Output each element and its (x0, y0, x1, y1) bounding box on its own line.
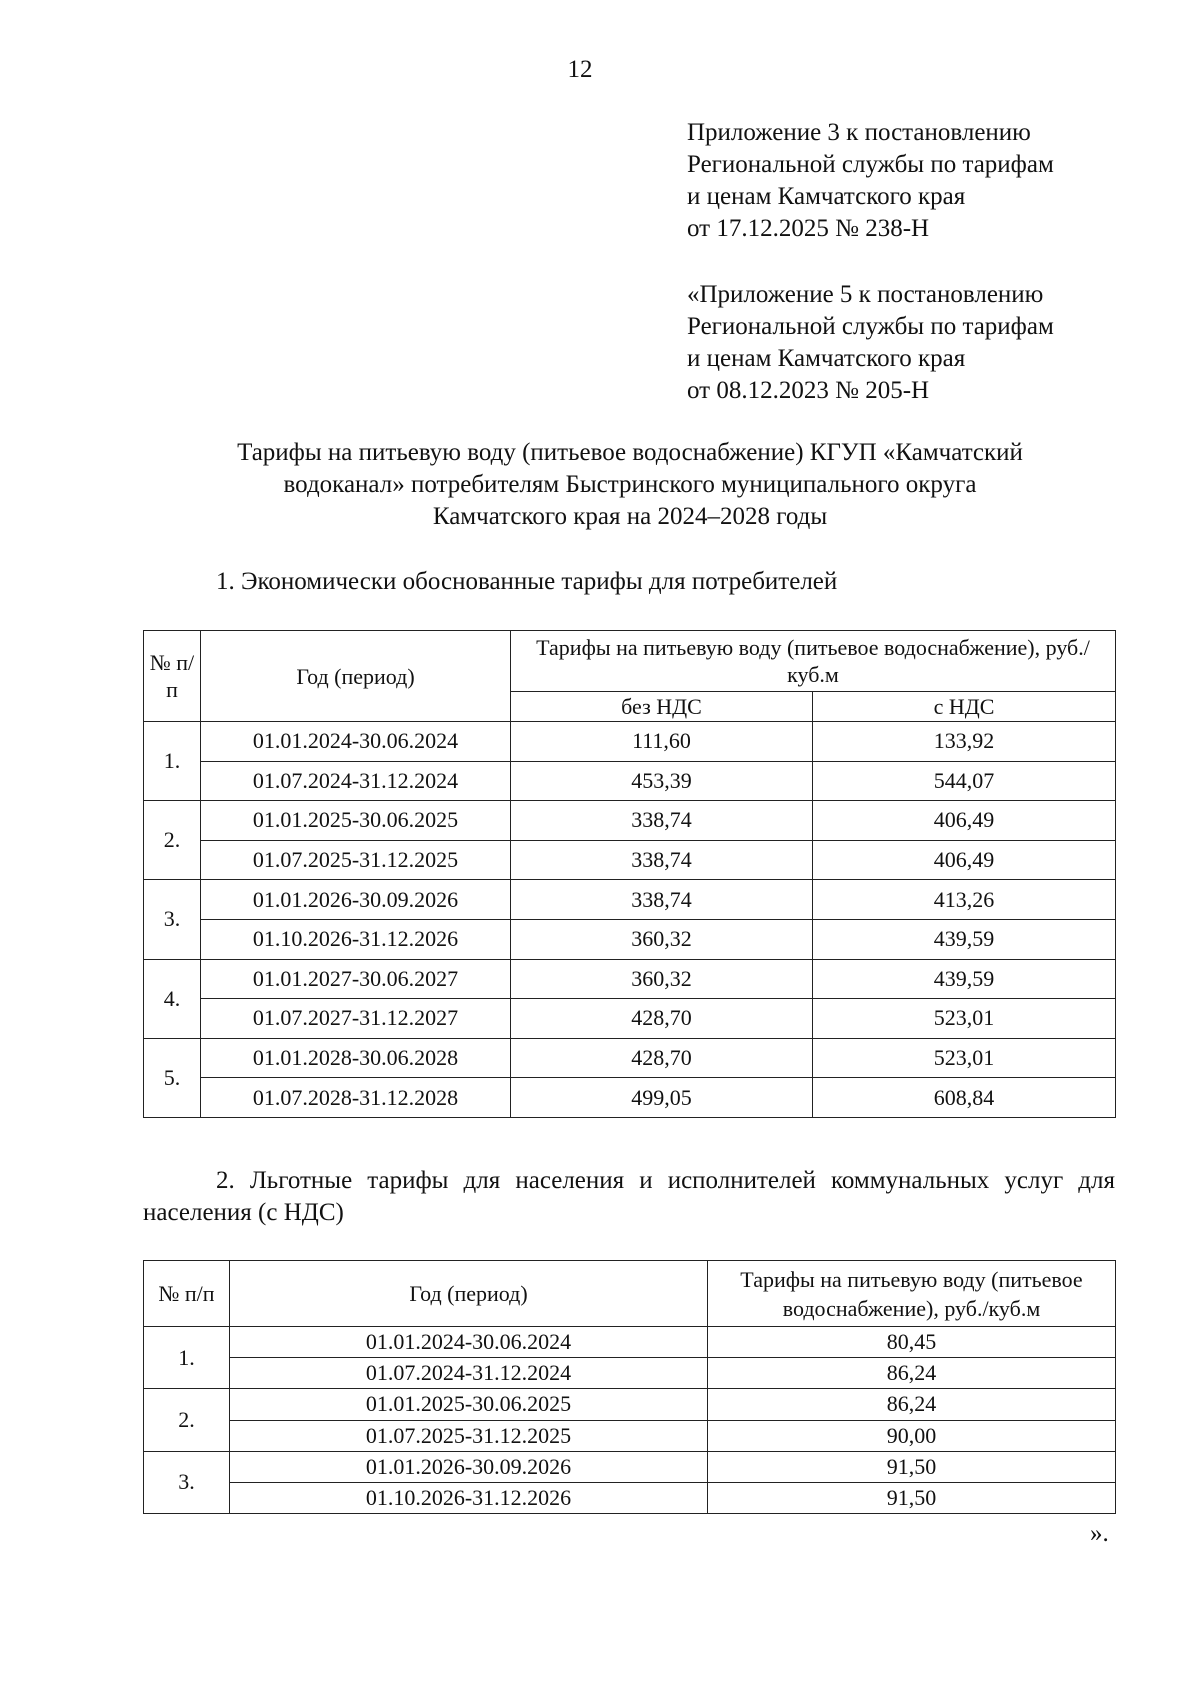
period-cell: 01.01.2024-30.06.2024 (230, 1327, 708, 1358)
row-number: 3. (144, 1451, 230, 1513)
tariff-with-vat-cell: 608,84 (813, 1078, 1116, 1118)
table-row (144, 761, 1116, 801)
period-cell: 01.01.2028-30.06.2028 (201, 1038, 511, 1078)
period-cell: 01.10.2026-31.12.2026 (230, 1482, 708, 1513)
column-header-period: Год (период) (230, 1261, 708, 1327)
tariff-with-vat-cell: 544,07 (813, 761, 1116, 801)
document-title (140, 437, 1120, 533)
table-header-row (144, 1261, 1116, 1327)
tariff-with-vat-cell: 133,92 (813, 722, 1116, 762)
table-row (144, 999, 1116, 1039)
tariff-no-vat-cell: 360,32 (511, 919, 813, 959)
tariff-no-vat-cell: 428,70 (511, 999, 813, 1039)
tariff-with-vat-cell: 406,49 (813, 801, 1116, 841)
column-header-tariff: Тарифы на питьевую воду (питьевое водоснабжение), руб./куб.м (511, 631, 1116, 692)
table-row (144, 722, 1116, 762)
table-row (144, 1358, 1116, 1389)
column-header-tariff: Тарифы на питьевую воду (питьевое водоснабжение), руб./куб.м (708, 1261, 1116, 1327)
row-number: 3. (144, 880, 201, 959)
section-heading: 2. Льготные тарифы для населения и исполнителей коммунальных услуг для населения (с НДС) (143, 1167, 1115, 1226)
preferential-tariffs-table (143, 1260, 1116, 1514)
appendix-header: Приложение 3 к постановлению Региональной службы по тарифам и ценам Камчатского края от 17.12.2025 № 238-Н (687, 119, 1054, 242)
tariff-no-vat-cell: 499,05 (511, 1078, 813, 1118)
tariff-with-vat-cell: 406,49 (813, 840, 1116, 880)
period-cell: 01.01.2024-30.06.2024 (201, 722, 511, 762)
table-row (144, 1451, 1116, 1482)
column-header-no-vat: без НДС (511, 692, 813, 722)
column-header-with-vat: с НДС (813, 692, 1116, 722)
table-row (144, 1038, 1116, 1078)
table-row (144, 1482, 1116, 1513)
table-row (144, 1078, 1116, 1118)
table-row (144, 880, 1116, 920)
row-number: 1. (144, 722, 201, 801)
page-number: 12 (567, 56, 593, 83)
table-row (144, 959, 1116, 999)
row-number: 5. (144, 1038, 201, 1117)
tariff-no-vat-cell: 453,39 (511, 761, 813, 801)
column-header-period: Год (период) (201, 631, 511, 722)
amended-appendix-header: «Приложение 5 к постановлению Региональной службы по тарифам и ценам Камчатского края от 08.12.2023 № 205-Н (687, 281, 1054, 404)
tariff-no-vat-cell: 360,32 (511, 959, 813, 999)
tariff-cell: 90,00 (708, 1420, 1116, 1451)
tariff-no-vat-cell: 111,60 (511, 722, 813, 762)
period-cell: 01.01.2026-30.09.2026 (230, 1451, 708, 1482)
tariff-cell: 86,24 (708, 1358, 1116, 1389)
section-heading: 1. Экономически обоснованные тарифы для потребителей (216, 568, 838, 595)
table-row (144, 1327, 1116, 1358)
column-header-number: № п/п (144, 631, 201, 722)
period-cell: 01.07.2024-31.12.2024 (201, 761, 511, 801)
row-number: 4. (144, 959, 201, 1038)
row-number: 2. (144, 1389, 230, 1451)
period-cell: 01.10.2026-31.12.2026 (201, 919, 511, 959)
tariff-no-vat-cell: 338,74 (511, 801, 813, 841)
period-cell: 01.07.2025-31.12.2025 (230, 1420, 708, 1451)
tariff-no-vat-cell: 338,74 (511, 840, 813, 880)
tariff-cell: 86,24 (708, 1389, 1116, 1420)
period-cell: 01.07.2025-31.12.2025 (201, 840, 511, 880)
tariff-no-vat-cell: 338,74 (511, 880, 813, 920)
title-line: Камчатского края на 2024–2028 годы (432, 503, 828, 530)
tariff-cell: 91,50 (708, 1482, 1116, 1513)
period-cell: 01.07.2024-31.12.2024 (230, 1358, 708, 1389)
tariff-no-vat-cell: 428,70 (511, 1038, 813, 1078)
title-line: водоканал» потребителям Быстринского муниципального округа (283, 471, 977, 498)
table-row (144, 1420, 1116, 1451)
table-header-row (144, 631, 1116, 692)
tariff-with-vat-cell: 413,26 (813, 880, 1116, 920)
title-line: Тарифы на питьевую воду (питьевое водоснабжение) КГУП «Камчатский (237, 439, 1023, 466)
table-row (144, 1389, 1116, 1420)
row-number: 2. (144, 801, 201, 880)
period-cell: 01.01.2025-30.06.2025 (201, 801, 511, 841)
period-cell: 01.07.2027-31.12.2027 (201, 999, 511, 1039)
tariff-cell: 80,45 (708, 1327, 1116, 1358)
period-cell: 01.01.2027-30.06.2027 (201, 959, 511, 999)
period-cell: 01.01.2026-30.09.2026 (201, 880, 511, 920)
table-row (144, 801, 1116, 841)
economic-tariffs-table (143, 630, 1116, 1118)
tariff-with-vat-cell: 523,01 (813, 1038, 1116, 1078)
row-number: 1. (144, 1327, 230, 1389)
tariff-with-vat-cell: 439,59 (813, 919, 1116, 959)
table-row (144, 840, 1116, 880)
tariff-with-vat-cell: 439,59 (813, 959, 1116, 999)
table-row (144, 919, 1116, 959)
tariff-cell: 91,50 (708, 1451, 1116, 1482)
period-cell: 01.01.2025-30.06.2025 (230, 1389, 708, 1420)
tariff-with-vat-cell: 523,01 (813, 999, 1116, 1039)
closing-quote-mark: ». (1090, 1520, 1109, 1547)
column-header-number: № п/п (144, 1261, 230, 1327)
period-cell: 01.07.2028-31.12.2028 (201, 1078, 511, 1118)
